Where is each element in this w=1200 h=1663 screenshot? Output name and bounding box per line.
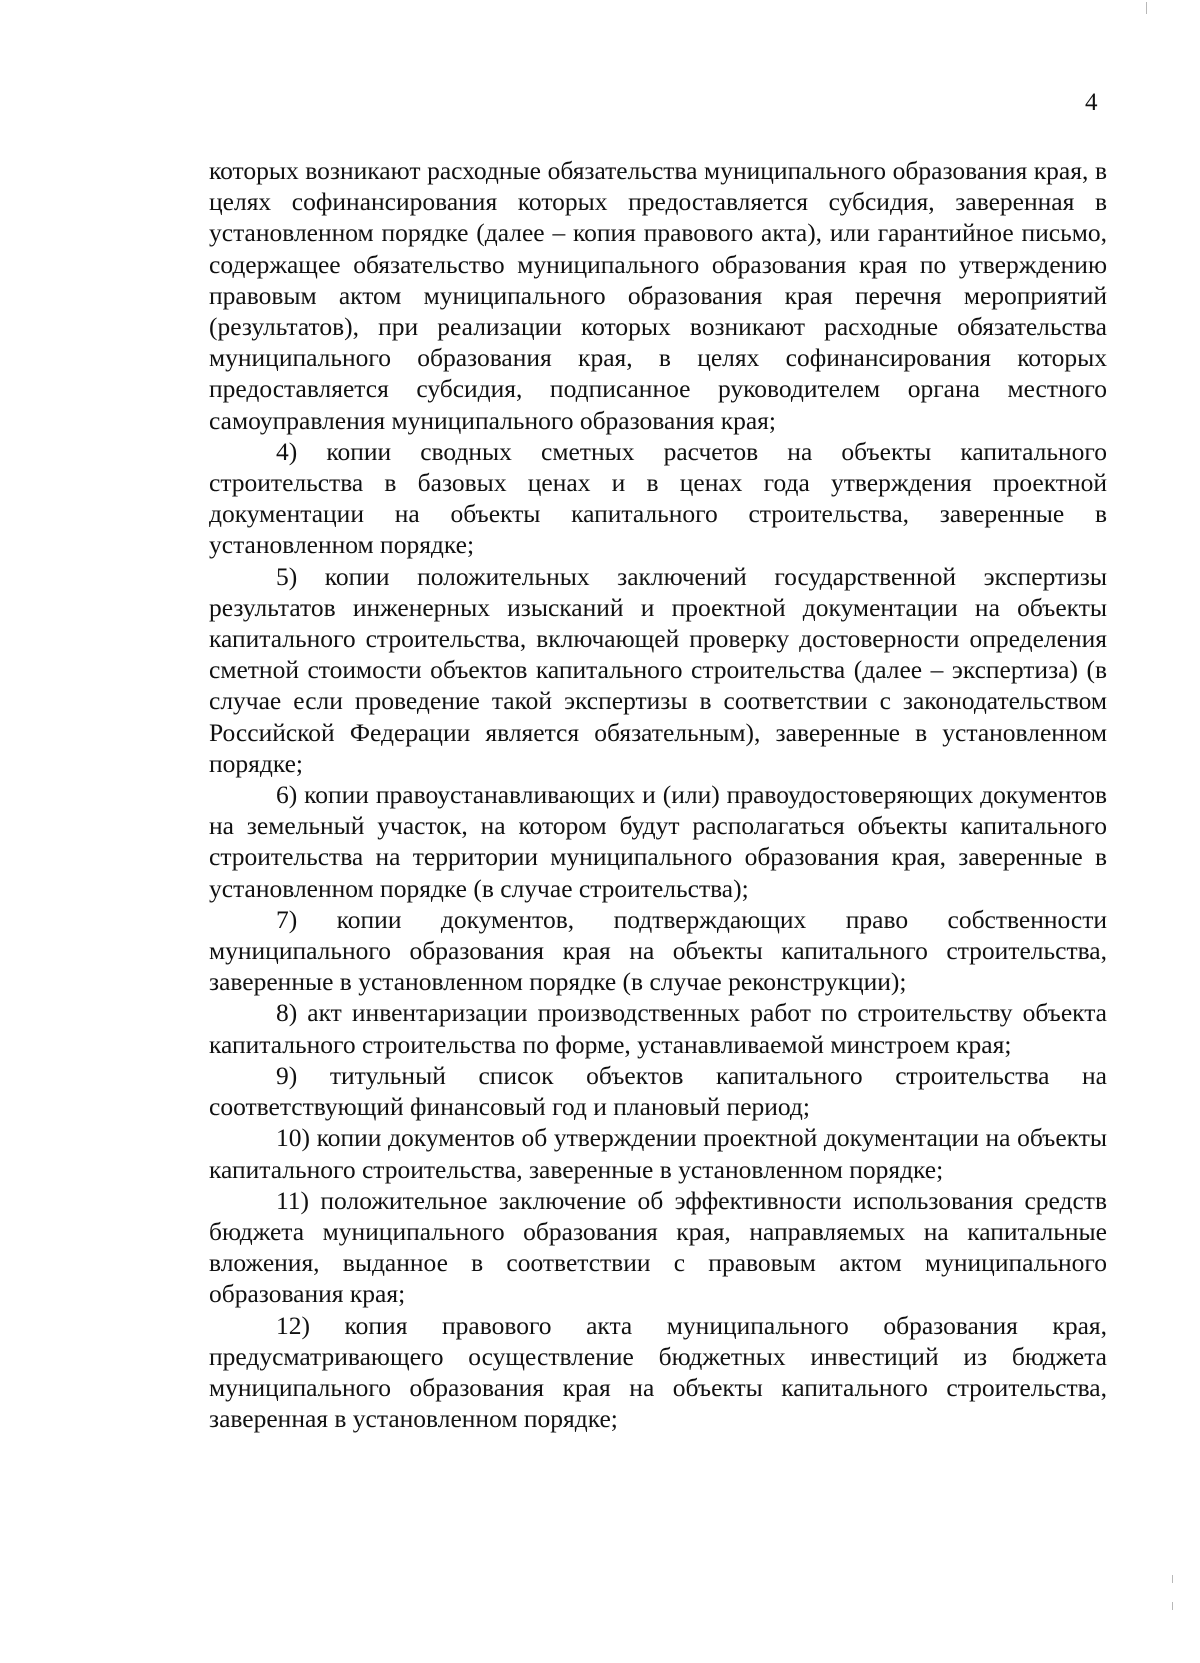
scan-artifact-bottom-2 bbox=[1172, 1602, 1173, 1610]
list-item-6: 6) копии правоустанавливающих и (или) правоудостоверяющих документов на земельный участок, на котором будут располагаться объекты капитального строительства на территории муниципального образования края, заверенные в установленном порядке (в случае строительства); bbox=[209, 780, 1107, 903]
scan-artifact-top bbox=[1146, 2, 1147, 14]
list-item-8: 8) акт инвентаризации производственных работ по строительству объекта капитального строительства по форме, устанавливаемой минстроем края; bbox=[209, 998, 1107, 1059]
list-item-5: 5) копии положительных заключений государственной экспертизы результатов инженерных изысканий и проектной документации на объекты капитального строительства, включающей проверку достоверности определения сметной стоимости объектов капитального строительства (далее – экспертиза) (в случае если проведение такой экспертизы в соответствии с законодательством Российской Федерации является обязательным), заверенные в установленном порядке; bbox=[209, 561, 1107, 778]
list-item-7: 7) копии документов, подтверждающих право собственности муниципального образования края на объекты капитального строительства, заверенные в установленном порядке (в случае реконструкции); bbox=[209, 904, 1107, 997]
paragraph-continuation: которых возникают расходные обязательства муниципального образования края, в целях софинансирования которых предоставляется субсидия, заверенная в установленном порядке (далее – копия правового акта), или гарантийное письмо, содержащее обязательство муниципального образования края по утверждению правовым актом муниципального образования края перечня мероприятий (результатов), при реализации которых возникают расходные обязательства муниципального образования края, в целях софинансирования которых предоставляется субсидия, подписанное руководителем органа местного самоуправления муниципального образования края; bbox=[209, 156, 1107, 435]
scan-artifact-bottom-1 bbox=[1172, 1575, 1173, 1583]
page-number: 4 bbox=[1085, 89, 1098, 116]
list-item-10: 10) копии документов об утверждении проектной документации на объекты капитального строительства, заверенные в установленном порядке; bbox=[209, 1123, 1107, 1184]
document-body bbox=[209, 155, 1107, 1434]
list-item-9: 9) титульный список объектов капитального строительства на соответствующий финансовый год и плановый период; bbox=[209, 1060, 1107, 1122]
list-item-12: 12) копия правового акта муниципального образования края, предусматривающего осуществление бюджетных инвестиций из бюджета муниципального образования края на объекты капитального строительства, заверенная в установленном порядке; bbox=[209, 1310, 1107, 1434]
list-item-4: 4) копии сводных сметных расчетов на объекты капитального строительства в базовых ценах и в ценах года утверждения проектной документации на объекты капитального строительства, заверенные в установленном порядке; bbox=[209, 436, 1107, 560]
list-item-11: 11) положительное заключение об эффективности использования средств бюджета муниципального образования края, направляемых на капитальные вложения, выданное в соответствии с правовым актом муниципального образования края; bbox=[209, 1185, 1107, 1309]
